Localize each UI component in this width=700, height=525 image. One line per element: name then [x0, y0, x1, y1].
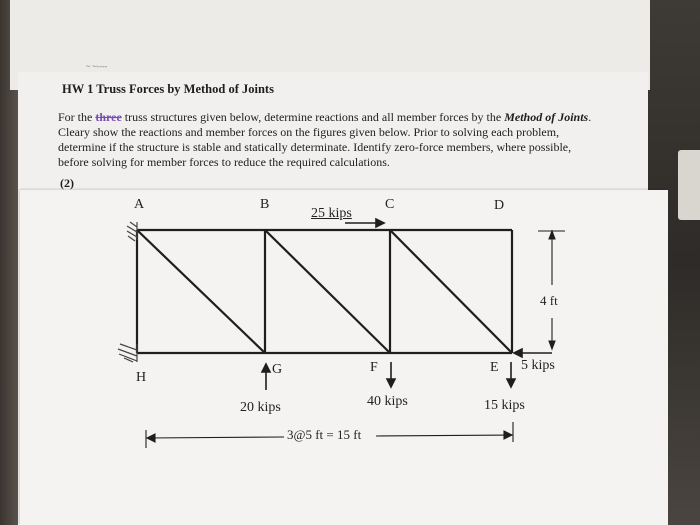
load-label-20-kips: 20 kips [240, 400, 281, 415]
load-label-15-kips: 15 kips [484, 398, 525, 413]
joint-label-b: B [260, 197, 270, 212]
instruction-text: truss structures given below, determine reactions and all member forces by the [124, 110, 502, 124]
member-bf [265, 230, 390, 353]
member-ag [137, 230, 265, 353]
height-dimension-label: 4 ft [540, 293, 558, 308]
problem-number: (2) [60, 176, 74, 190]
support-a-hatch [127, 222, 137, 241]
scribbled-word: three [95, 110, 122, 124]
method-name: Method of Joints [504, 110, 589, 124]
instruction-line-2: Cleary show the reactions and member forces on the figures given below. Prior to solving each problem, [58, 125, 560, 139]
arrow-15-kips [507, 362, 515, 387]
arrow-5-kips [514, 349, 552, 357]
page-title: HW 1 Truss Forces by Method of Joints [62, 82, 274, 96]
joint-label-c: C [385, 197, 395, 212]
height-dimension [538, 231, 565, 349]
instruction-line-3: determine if the structure is stable and statically determinate. Identify zero-force members, where possible, [58, 140, 572, 154]
load-label-40-kips: 40 kips [367, 394, 408, 409]
instruction-line-4: before solving for member forces to reduce the required calculations. [58, 155, 390, 169]
header-scribble: ~ ~---- [86, 62, 108, 71]
joint-label-g: G [272, 362, 283, 377]
arrow-40-kips [387, 362, 395, 387]
span-dimension-label: 3@5 ft = 15 ft [287, 427, 362, 442]
joint-label-e: E [490, 360, 499, 375]
load-label-5-kips: 5 kips [521, 358, 555, 373]
instruction-text: For the [58, 110, 93, 124]
arrow-20-kips [262, 364, 270, 390]
support-h-hatch [118, 344, 137, 362]
joint-label-h: H [136, 370, 147, 385]
instruction-period: . [588, 110, 592, 124]
joint-label-a: A [134, 197, 145, 212]
load-label-25-kips: 25 kips [311, 206, 352, 221]
joint-label-f: F [370, 360, 378, 375]
member-ce [390, 230, 512, 353]
joint-label-d: D [494, 198, 505, 213]
